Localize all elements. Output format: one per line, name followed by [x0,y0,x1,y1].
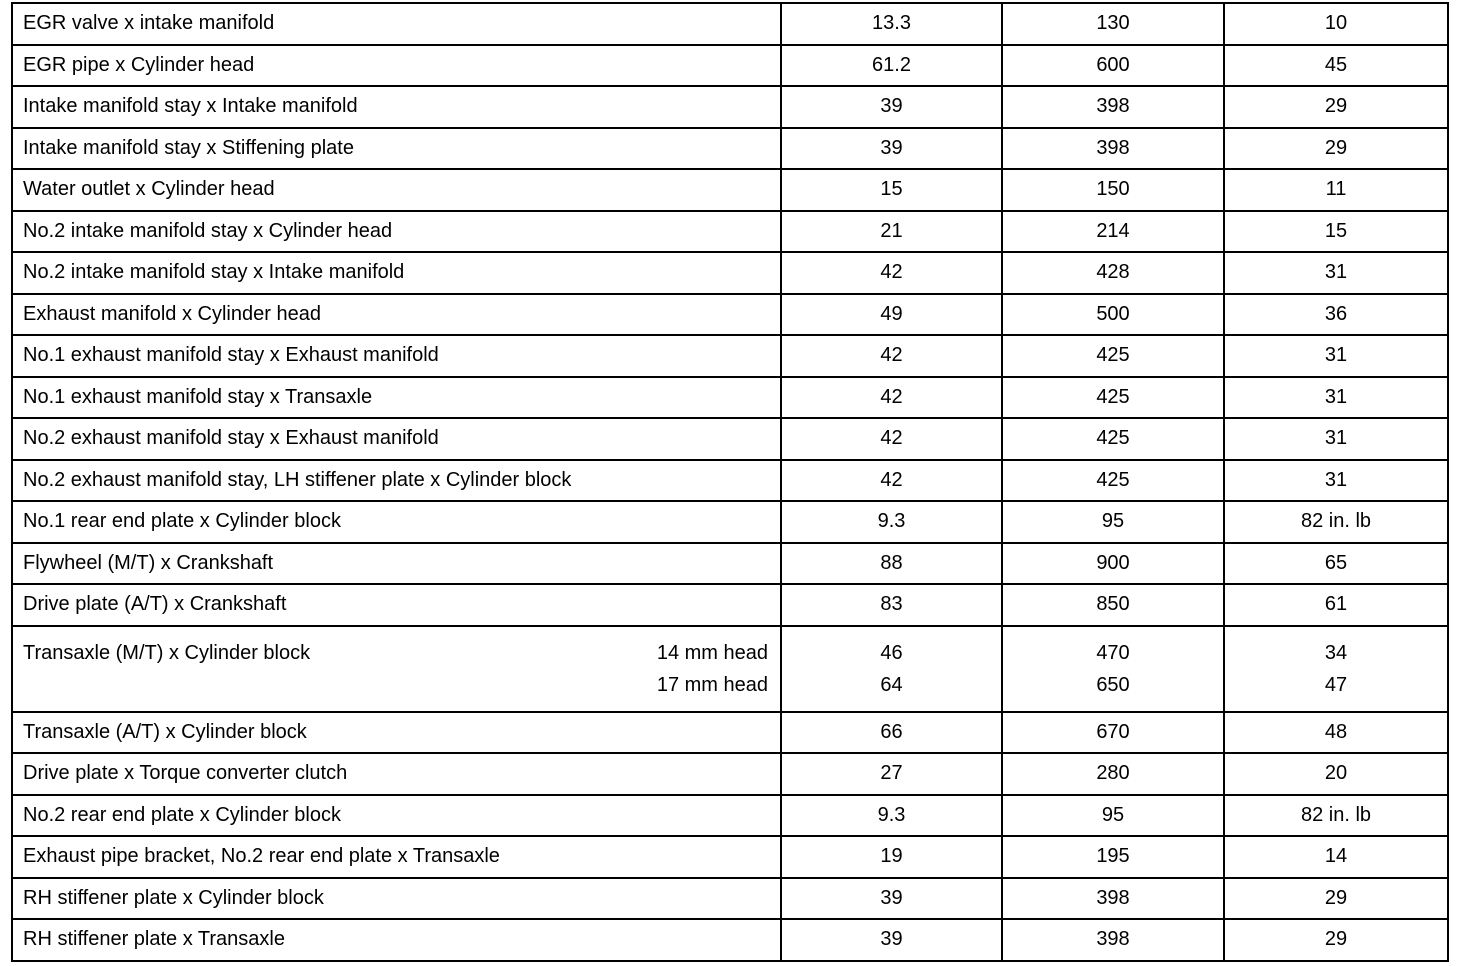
torque-ftlbf-cell: 31 [1224,377,1448,419]
torque-kgf-cell: 425 [1002,418,1224,460]
table-row [12,335,1448,377]
part-cell: EGR pipe x Cylinder head [12,45,781,87]
table-row [12,169,1448,211]
torque-kgf-cell: 195 [1002,836,1224,878]
torque-ftlbf-cell [1224,626,1448,712]
table-row [12,128,1448,170]
torque-ftlbf-cell: 65 [1224,543,1448,585]
torque-ftlbf-cell: 14 [1224,836,1448,878]
torque-ftlbf-cell: 31 [1224,335,1448,377]
table-row [12,584,1448,626]
torque-nm-cell: 61.2 [781,45,1002,87]
torque-nm-value: 46 [880,641,903,664]
torque-nm-cell: 66 [781,712,1002,754]
torque-ftlbf-cell: 61 [1224,584,1448,626]
torque-kgf-cell: 130 [1002,3,1224,45]
torque-nm-cell: 21 [781,211,1002,253]
torque-nm-cell: 88 [781,543,1002,585]
torque-nm-cell: 42 [781,460,1002,502]
torque-nm-cell: 42 [781,418,1002,460]
head-size-labels [657,637,768,701]
part-cell: No.1 exhaust manifold stay x Exhaust manifold [12,335,781,377]
torque-nm-cell: 42 [781,377,1002,419]
part-cell: Drive plate x Torque converter clutch [12,753,781,795]
torque-kgf-cell [1002,626,1224,712]
part-cell: No.2 intake manifold stay x Intake manifold [12,252,781,294]
part-cell: No.2 exhaust manifold stay x Exhaust manifold [12,418,781,460]
table-row [12,86,1448,128]
torque-ftlbf-cell: 29 [1224,919,1448,961]
torque-kgf-cell: 95 [1002,501,1224,543]
torque-kgf-cell: 95 [1002,795,1224,837]
torque-kgf-cell: 900 [1002,543,1224,585]
part-cell: Water outlet x Cylinder head [12,169,781,211]
torque-kgf-cell: 425 [1002,335,1224,377]
torque-nm-cell: 9.3 [781,795,1002,837]
part-cell: Exhaust pipe bracket, No.2 rear end plate x Transaxle [12,836,781,878]
part-cell: Drive plate (A/T) x Crankshaft [12,584,781,626]
torque-ftlbf-cell: 45 [1224,45,1448,87]
torque-nm-cell [781,626,1002,712]
torque-ftlbf-cell: 31 [1224,418,1448,460]
torque-nm-cell: 27 [781,753,1002,795]
table-row [12,836,1448,878]
torque-nm-cell: 9.3 [781,501,1002,543]
torque-nm-cell: 83 [781,584,1002,626]
torque-nm-cell: 13.3 [781,3,1002,45]
torque-kgf-cell: 425 [1002,460,1224,502]
part-cell [12,626,781,712]
torque-kgf-cell: 600 [1002,45,1224,87]
table-row [12,418,1448,460]
torque-ftlbf-cell: 20 [1224,753,1448,795]
torque-nm-value: 64 [880,673,903,696]
table-row [12,294,1448,336]
torque-ftlbf-cell: 82 in. lb [1224,501,1448,543]
table-row [12,543,1448,585]
table-row [12,45,1448,87]
table-row [12,712,1448,754]
table-row [12,626,1448,712]
torque-nm-cell: 19 [781,836,1002,878]
torque-kgf-cell: 850 [1002,584,1224,626]
part-cell: RH stiffener plate x Cylinder block [12,878,781,920]
part-cell: Transaxle (A/T) x Cylinder block [12,712,781,754]
table-row [12,377,1448,419]
torque-ftlbf-value: 47 [1324,673,1348,696]
torque-ftlbf-cell: 36 [1224,294,1448,336]
head-size-label: 14 mm head [656,641,768,664]
torque-ftlbf-value: 34 [1324,641,1348,664]
table-row [12,460,1448,502]
part-cell: No.2 exhaust manifold stay, LH stiffener plate x Cylinder block [12,460,781,502]
torque-kgf-cell: 425 [1002,377,1224,419]
torque-nm-cell: 42 [781,252,1002,294]
table-row [12,753,1448,795]
torque-nm-cell: 39 [781,86,1002,128]
torque-kgf-value: 650 [1096,673,1130,696]
head-size-label: 17 mm head [656,673,768,696]
torque-ftlbf-cell: 15 [1224,211,1448,253]
part-cell: No.2 intake manifold stay x Cylinder head [12,211,781,253]
torque-ftlbf-cell: 29 [1224,86,1448,128]
part-cell: EGR valve x intake manifold [12,3,781,45]
torque-kgf-cell: 428 [1002,252,1224,294]
torque-ftlbf-cell: 48 [1224,712,1448,754]
torque-kgf-cell: 398 [1002,919,1224,961]
table-row [12,252,1448,294]
table-row [12,919,1448,961]
part-cell: RH stiffener plate x Transaxle [12,919,781,961]
part-cell: Intake manifold stay x Intake manifold [12,86,781,128]
torque-ftlbf-cell: 31 [1224,252,1448,294]
torque-nm-cell: 39 [781,878,1002,920]
torque-nm-cell: 39 [781,128,1002,170]
part-label: Transaxle (M/T) x Cylinder block [23,641,311,664]
torque-ftlbf-cell: 31 [1224,460,1448,502]
torque-ftlbf-cell: 11 [1224,169,1448,211]
torque-nm-cell: 39 [781,919,1002,961]
table-row [12,878,1448,920]
table-row [12,3,1448,45]
torque-kgf-cell: 500 [1002,294,1224,336]
torque-kgf-cell: 398 [1002,128,1224,170]
torque-ftlbf-cell: 29 [1224,128,1448,170]
torque-ftlbf-cell: 10 [1224,3,1448,45]
torque-kgf-cell: 398 [1002,86,1224,128]
torque-kgf-cell: 280 [1002,753,1224,795]
torque-kgf-cell: 150 [1002,169,1224,211]
torque-ftlbf-cell: 29 [1224,878,1448,920]
torque-kgf-cell: 214 [1002,211,1224,253]
part-cell: No.2 rear end plate x Cylinder block [12,795,781,837]
torque-nm-cell: 15 [781,169,1002,211]
part-cell: Intake manifold stay x Stiffening plate [12,128,781,170]
table-row [12,501,1448,543]
part-cell: No.1 rear end plate x Cylinder block [12,501,781,543]
table-row [12,211,1448,253]
part-cell: Exhaust manifold x Cylinder head [12,294,781,336]
table-body-bottom [12,712,1448,961]
torque-kgf-cell: 670 [1002,712,1224,754]
torque-kgf-cell: 398 [1002,878,1224,920]
torque-spec-table [11,2,1449,962]
part-cell: No.1 exhaust manifold stay x Transaxle [12,377,781,419]
torque-nm-cell: 49 [781,294,1002,336]
table-body-top [12,3,1448,626]
table-row [12,795,1448,837]
torque-kgf-value: 470 [1096,641,1130,664]
part-cell: Flywheel (M/T) x Crankshaft [12,543,781,585]
torque-nm-cell: 42 [781,335,1002,377]
torque-ftlbf-cell: 82 in. lb [1224,795,1448,837]
table-body-transaxle-mt [12,626,1448,712]
